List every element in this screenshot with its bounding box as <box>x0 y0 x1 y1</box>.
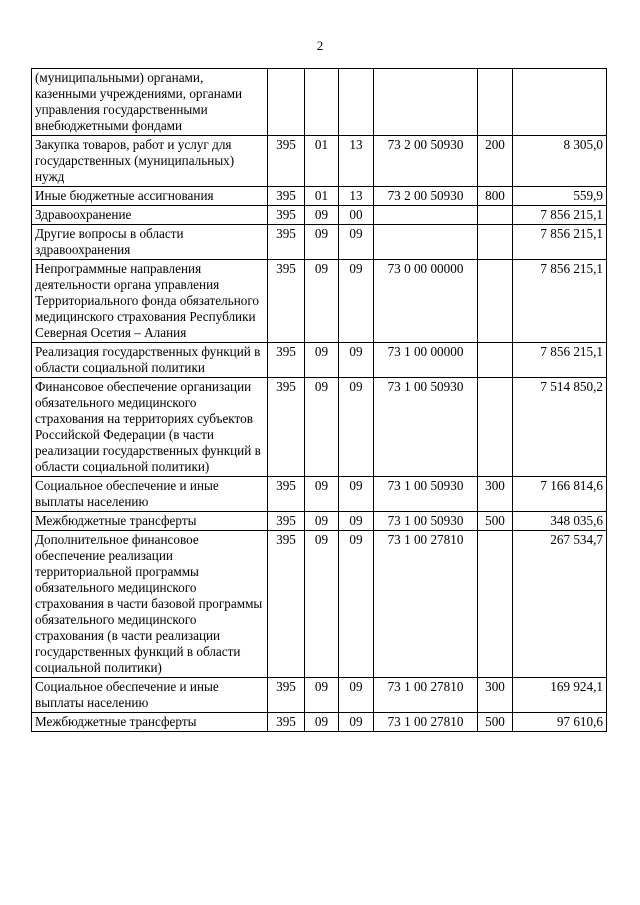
ministry-code-cell: 395 <box>268 378 305 477</box>
section-code-cell: 09 <box>305 512 339 531</box>
target-article-cell: 73 1 00 00000 <box>374 343 478 378</box>
amount-cell: 267 534,7 <box>513 531 607 678</box>
expense-type-cell: 200 <box>478 136 513 187</box>
table-row <box>32 136 607 187</box>
row-name-cell: Финансовое обеспечение организации обязательного медицинского страхования на территориях субъектов Российской Федерации (в части реализации государственных функций в области социальной политики) <box>32 378 268 477</box>
row-name-cell: Здравоохранение <box>32 206 268 225</box>
expense-type-cell <box>478 206 513 225</box>
section-code-cell: 09 <box>305 678 339 713</box>
section-code-cell: 09 <box>305 531 339 678</box>
target-article-cell <box>374 69 478 136</box>
amount-cell: 7 514 850,2 <box>513 378 607 477</box>
ministry-code-cell <box>268 69 305 136</box>
amount-cell: 8 305,0 <box>513 136 607 187</box>
section-code-cell <box>305 69 339 136</box>
ministry-code-cell: 395 <box>268 531 305 678</box>
target-article-cell <box>374 206 478 225</box>
row-name-cell: Закупка товаров, работ и услуг для государственных (муниципальных) нужд <box>32 136 268 187</box>
table-row <box>32 187 607 206</box>
subsection-code-cell: 09 <box>339 678 374 713</box>
amount-cell: 7 856 215,1 <box>513 343 607 378</box>
target-article-cell: 73 2 00 50930 <box>374 136 478 187</box>
target-article-cell: 73 2 00 50930 <box>374 187 478 206</box>
subsection-code-cell: 09 <box>339 477 374 512</box>
section-code-cell: 01 <box>305 187 339 206</box>
target-article-cell: 73 1 00 27810 <box>374 531 478 678</box>
amount-cell: 169 924,1 <box>513 678 607 713</box>
subsection-code-cell: 09 <box>339 225 374 260</box>
table-row <box>32 678 607 713</box>
table-body <box>32 69 607 732</box>
row-name-cell: Реализация государственных функций в области социальной политики <box>32 343 268 378</box>
amount-cell: 559,9 <box>513 187 607 206</box>
target-article-cell: 73 1 00 50930 <box>374 512 478 531</box>
budget-table <box>31 68 607 732</box>
row-name-cell: Иные бюджетные ассигнования <box>32 187 268 206</box>
section-code-cell: 09 <box>305 477 339 512</box>
subsection-code-cell: 09 <box>339 531 374 678</box>
ministry-code-cell: 395 <box>268 206 305 225</box>
table-row <box>32 69 607 136</box>
row-name-cell: Межбюджетные трансферты <box>32 713 268 732</box>
ministry-code-cell: 395 <box>268 512 305 531</box>
row-name-cell: Дополнительное финансовое обеспечение реализации территориальной программы обязательного медицинского страхования в части базовой программы обязательного медицинского страхования (в части реализации государственных функций в области социальной политики) <box>32 531 268 678</box>
subsection-code-cell: 09 <box>339 343 374 378</box>
expense-type-cell: 300 <box>478 477 513 512</box>
amount-cell: 97 610,6 <box>513 713 607 732</box>
target-article-cell: 73 1 00 27810 <box>374 713 478 732</box>
expense-type-cell <box>478 69 513 136</box>
expense-type-cell <box>478 225 513 260</box>
expense-type-cell <box>478 531 513 678</box>
amount-cell <box>513 69 607 136</box>
subsection-code-cell: 09 <box>339 713 374 732</box>
ministry-code-cell: 395 <box>268 713 305 732</box>
row-name-cell: Социальное обеспечение и иные выплаты населению <box>32 477 268 512</box>
target-article-cell: 73 1 00 50930 <box>374 477 478 512</box>
ministry-code-cell: 395 <box>268 187 305 206</box>
ministry-code-cell: 395 <box>268 225 305 260</box>
amount-cell: 7 856 215,1 <box>513 260 607 343</box>
row-name-cell: Межбюджетные трансферты <box>32 512 268 531</box>
amount-cell: 348 035,6 <box>513 512 607 531</box>
section-code-cell: 09 <box>305 225 339 260</box>
table-row <box>32 225 607 260</box>
row-name-cell: Другие вопросы в области здравоохранения <box>32 225 268 260</box>
expense-type-cell <box>478 378 513 477</box>
ministry-code-cell: 395 <box>268 136 305 187</box>
table-row <box>32 378 607 477</box>
expense-type-cell: 500 <box>478 512 513 531</box>
table-row <box>32 477 607 512</box>
subsection-code-cell: 13 <box>339 187 374 206</box>
ministry-code-cell: 395 <box>268 678 305 713</box>
subsection-code-cell: 09 <box>339 378 374 477</box>
section-code-cell: 09 <box>305 206 339 225</box>
subsection-code-cell: 09 <box>339 260 374 343</box>
subsection-code-cell: 09 <box>339 512 374 531</box>
amount-cell: 7 856 215,1 <box>513 206 607 225</box>
expense-type-cell: 800 <box>478 187 513 206</box>
section-code-cell: 09 <box>305 260 339 343</box>
table-row <box>32 343 607 378</box>
expense-type-cell <box>478 343 513 378</box>
amount-cell: 7 166 814,6 <box>513 477 607 512</box>
section-code-cell: 09 <box>305 378 339 477</box>
section-code-cell: 09 <box>305 343 339 378</box>
table-row <box>32 206 607 225</box>
section-code-cell: 09 <box>305 713 339 732</box>
amount-cell: 7 856 215,1 <box>513 225 607 260</box>
row-name-cell: Непрограммные направления деятельности органа управления Территориального фонда обязательного медицинского страхования Республики Северная Осетия – Алания <box>32 260 268 343</box>
subsection-code-cell <box>339 69 374 136</box>
ministry-code-cell: 395 <box>268 343 305 378</box>
subsection-code-cell: 13 <box>339 136 374 187</box>
table-row <box>32 512 607 531</box>
target-article-cell: 73 1 00 50930 <box>374 378 478 477</box>
ministry-code-cell: 395 <box>268 260 305 343</box>
expense-type-cell: 500 <box>478 713 513 732</box>
table-row <box>32 260 607 343</box>
row-name-cell: (муниципальными) органами, казенными учреждениями, органами управления государственными внебюджетными фондами <box>32 69 268 136</box>
table-row <box>32 713 607 732</box>
expense-type-cell: 300 <box>478 678 513 713</box>
expense-type-cell <box>478 260 513 343</box>
ministry-code-cell: 395 <box>268 477 305 512</box>
target-article-cell: 73 1 00 27810 <box>374 678 478 713</box>
subsection-code-cell: 00 <box>339 206 374 225</box>
row-name-cell: Социальное обеспечение и иные выплаты населению <box>32 678 268 713</box>
section-code-cell: 01 <box>305 136 339 187</box>
target-article-cell: 73 0 00 00000 <box>374 260 478 343</box>
target-article-cell <box>374 225 478 260</box>
page-number: 2 <box>316 38 324 53</box>
table-row <box>32 531 607 678</box>
